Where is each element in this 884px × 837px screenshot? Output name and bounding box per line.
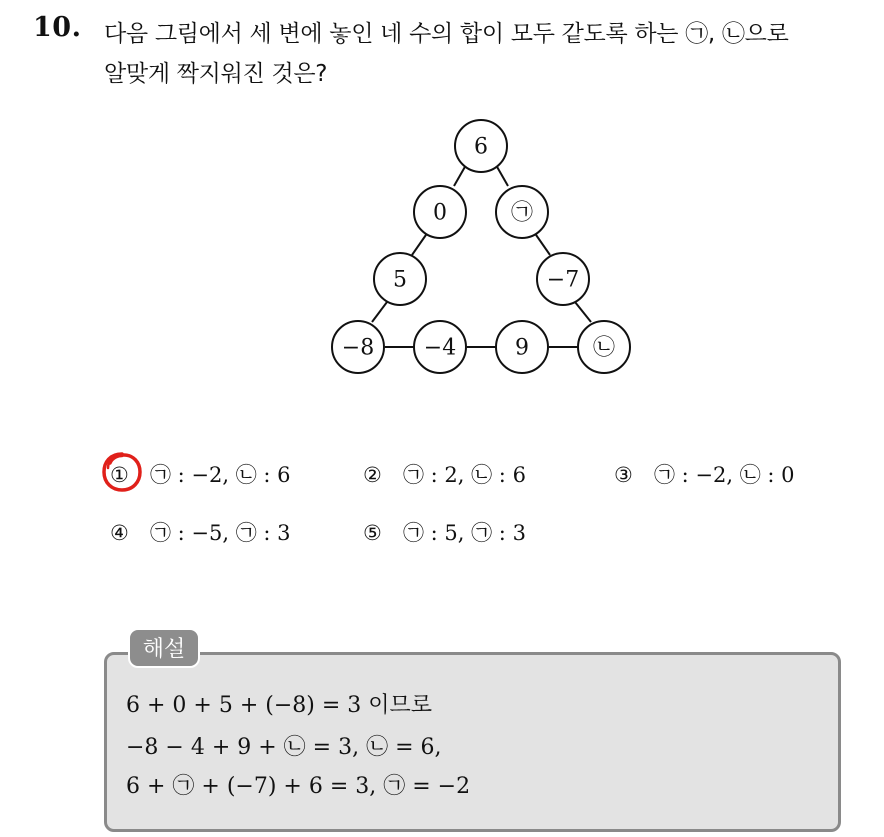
edge-right-upper	[534, 232, 550, 255]
solution-line-1: 6 + 0 + 5 + (−8) = 3 이므로	[126, 693, 433, 718]
node-label-right-middle: −7	[546, 267, 580, 293]
node-label-bottom-2: −4	[423, 335, 457, 361]
node-label-bottom-4: ㉡	[592, 335, 616, 361]
choice-4[interactable]	[110, 517, 291, 547]
node-label-left-middle: 5	[393, 267, 407, 293]
choice-text: ㉠ : −2, ㉡ : 0	[654, 463, 795, 487]
choice-number: ⑤	[363, 521, 382, 545]
solution-line-2: −8 − 4 + 9 + ㉡ = 3, ㉡ = 6,	[126, 735, 442, 760]
question-text-line-1: 다음 그림에서 세 변에 놓인 네 수의 합이 모두 같도록 하는 ㉠, ㉡으로	[104, 21, 789, 47]
question-text-line-2: 알맞게 짝지워진 것은?	[104, 61, 328, 87]
question-number: 10.	[33, 12, 82, 43]
choice-3[interactable]	[614, 459, 795, 489]
choice-text: ㉠ : −5, ㉠ : 3	[150, 521, 291, 545]
choice-text: ㉠ : 2, ㉡ : 6	[403, 463, 526, 487]
choice-2[interactable]	[363, 459, 526, 489]
choice-1[interactable]	[110, 459, 291, 489]
choice-text: ㉠ : 5, ㉠ : 3	[403, 521, 526, 545]
solution-line-3: 6 + ㉠ + (−7) + 6 = 3, ㉠ = −2	[126, 774, 471, 799]
edge-right-lower	[575, 302, 591, 322]
edge-left-lower	[372, 302, 387, 322]
choice-number: ③	[614, 463, 633, 487]
choice-number: ④	[110, 521, 129, 545]
edge-left-upper	[412, 232, 428, 255]
edge-top-left	[454, 165, 466, 186]
choice-5[interactable]	[363, 517, 526, 547]
solution-tab-label: 해설	[128, 628, 200, 668]
node-label-right-upper: ㉠	[510, 200, 534, 226]
node-label-left-upper: 0	[433, 200, 447, 226]
node-label-bottom-1: −8	[341, 335, 375, 361]
edge-top-right	[496, 165, 508, 186]
choice-number: ②	[363, 463, 382, 487]
node-label-top: 6	[474, 134, 488, 160]
node-label-bottom-3: 9	[515, 335, 529, 361]
choice-number: ①	[110, 463, 129, 487]
choice-text: ㉠ : −2, ㉡ : 6	[150, 463, 291, 487]
